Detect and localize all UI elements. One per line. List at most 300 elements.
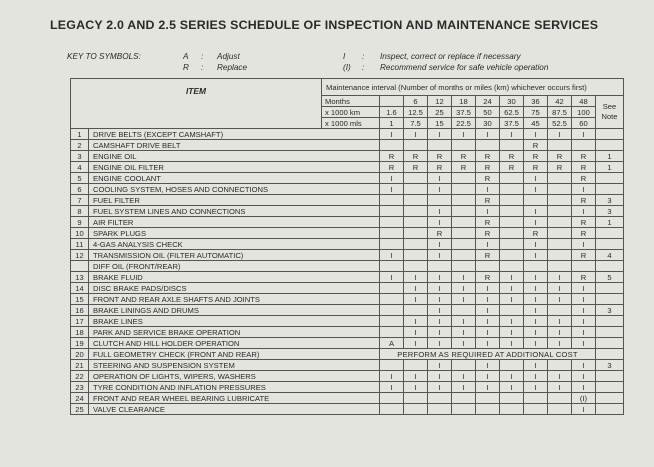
table-row bbox=[71, 184, 624, 195]
service-cell: I bbox=[452, 382, 476, 393]
service-cell: I bbox=[572, 129, 596, 140]
interval-month: 18 bbox=[452, 96, 476, 107]
table-row bbox=[71, 162, 624, 173]
item-name: DIFF OIL (FRONT/REAR) bbox=[89, 261, 380, 272]
service-cell: R bbox=[428, 228, 452, 239]
service-cell: I bbox=[476, 316, 500, 327]
table-row bbox=[71, 382, 624, 393]
service-cell: I bbox=[524, 206, 548, 217]
item-number: 8 bbox=[71, 206, 89, 217]
note-ref bbox=[596, 393, 624, 404]
service-cell: R bbox=[572, 250, 596, 261]
service-cell bbox=[548, 206, 572, 217]
service-cell: I bbox=[524, 184, 548, 195]
service-cell bbox=[572, 140, 596, 151]
service-cell bbox=[572, 261, 596, 272]
service-cell bbox=[404, 173, 428, 184]
service-cell: R bbox=[476, 228, 500, 239]
table-row bbox=[71, 360, 624, 371]
key-meaning-replace: Replace bbox=[217, 63, 248, 72]
service-cell: I bbox=[476, 129, 500, 140]
service-cell: R bbox=[572, 272, 596, 283]
service-cell bbox=[380, 393, 404, 404]
table-row bbox=[71, 228, 624, 239]
service-cell: I bbox=[500, 294, 524, 305]
item-name: FULL GEOMETRY CHECK (FRONT AND REAR) bbox=[89, 349, 380, 360]
service-cell: I bbox=[404, 129, 428, 140]
service-cell: I bbox=[548, 272, 572, 283]
service-cell: I bbox=[476, 371, 500, 382]
service-cell: I bbox=[380, 382, 404, 393]
key-symbols-left bbox=[183, 51, 189, 73]
interval-month: 42 bbox=[548, 96, 572, 107]
service-cell: R bbox=[524, 151, 548, 162]
item-name: STEERING AND SUSPENSION SYSTEM bbox=[89, 360, 380, 371]
note-ref: 3 bbox=[596, 305, 624, 316]
service-cell: I bbox=[404, 272, 428, 283]
service-cell: R bbox=[572, 217, 596, 228]
service-cell: R bbox=[524, 162, 548, 173]
service-cell: I bbox=[548, 382, 572, 393]
item-number: 23 bbox=[71, 382, 89, 393]
note-ref bbox=[596, 283, 624, 294]
service-cell bbox=[404, 195, 428, 206]
service-cell bbox=[452, 250, 476, 261]
service-cell bbox=[452, 173, 476, 184]
service-cell bbox=[404, 206, 428, 217]
key-colon: : bbox=[362, 52, 365, 61]
service-cell: I bbox=[572, 360, 596, 371]
service-cell bbox=[404, 360, 428, 371]
interval-km: 50 bbox=[476, 107, 500, 118]
service-cell bbox=[548, 140, 572, 151]
service-cell bbox=[500, 239, 524, 250]
service-cell: R bbox=[404, 151, 428, 162]
service-cell bbox=[500, 195, 524, 206]
interval-mls: 22.5 bbox=[452, 118, 476, 129]
service-cell: R bbox=[476, 173, 500, 184]
note-ref: 3 bbox=[596, 360, 624, 371]
service-cell: I bbox=[524, 239, 548, 250]
service-cell: I bbox=[572, 404, 596, 415]
service-cell: I bbox=[524, 272, 548, 283]
interval-mls: 15 bbox=[428, 118, 452, 129]
service-cell bbox=[428, 261, 452, 272]
item-name: DISC BRAKE PADS/DISCS bbox=[89, 283, 380, 294]
service-cell bbox=[452, 305, 476, 316]
service-cell: I bbox=[452, 272, 476, 283]
service-cell bbox=[380, 261, 404, 272]
interval-km: 1.6 bbox=[380, 107, 404, 118]
service-cell bbox=[452, 404, 476, 415]
service-cell bbox=[404, 140, 428, 151]
service-cell bbox=[452, 140, 476, 151]
service-cell: I bbox=[428, 382, 452, 393]
service-cell bbox=[548, 305, 572, 316]
service-cell: R bbox=[572, 173, 596, 184]
item-number: 15 bbox=[71, 294, 89, 305]
service-cell bbox=[404, 217, 428, 228]
item-number: 22 bbox=[71, 371, 89, 382]
mls-label: x 1000 mls bbox=[322, 118, 380, 129]
service-cell: I bbox=[428, 305, 452, 316]
item-name: CLUTCH AND HILL HOLDER OPERATION bbox=[89, 338, 380, 349]
service-cell bbox=[548, 195, 572, 206]
item-number: 13 bbox=[71, 272, 89, 283]
item-name: ENGINE COOLANT bbox=[89, 173, 380, 184]
service-cell: R bbox=[572, 162, 596, 173]
service-cell: I bbox=[500, 338, 524, 349]
service-cell bbox=[380, 305, 404, 316]
key-symbol-a: A bbox=[183, 52, 189, 61]
see-note-line: Note bbox=[601, 112, 618, 121]
note-ref bbox=[596, 349, 624, 360]
item-name: AIR FILTER bbox=[89, 217, 380, 228]
service-cell: I bbox=[404, 327, 428, 338]
key-meanings-right bbox=[380, 51, 548, 73]
service-cell: I bbox=[476, 239, 500, 250]
item-number: 16 bbox=[71, 305, 89, 316]
interval-month: 30 bbox=[500, 96, 524, 107]
service-cell: I bbox=[500, 283, 524, 294]
service-cell: I bbox=[548, 294, 572, 305]
item-number: 2 bbox=[71, 140, 89, 151]
interval-km: 25 bbox=[428, 107, 452, 118]
service-cell: R bbox=[380, 162, 404, 173]
table-row bbox=[71, 393, 624, 404]
key-colons-left bbox=[201, 51, 203, 73]
key-colon: : bbox=[201, 63, 204, 72]
service-cell: I bbox=[476, 338, 500, 349]
service-cell bbox=[548, 228, 572, 239]
note-ref bbox=[596, 327, 624, 338]
service-cell: A bbox=[380, 338, 404, 349]
service-cell: I bbox=[548, 316, 572, 327]
note-ref bbox=[596, 239, 624, 250]
item-name: FRONT AND REAR WHEEL BEARING LUBRICATE bbox=[89, 393, 380, 404]
service-cell: I bbox=[452, 338, 476, 349]
service-cell bbox=[380, 239, 404, 250]
service-cell bbox=[500, 206, 524, 217]
service-cell: I bbox=[476, 327, 500, 338]
months-label: Months bbox=[322, 96, 380, 107]
service-cell: I bbox=[428, 184, 452, 195]
service-cell: R bbox=[428, 151, 452, 162]
service-cell bbox=[548, 173, 572, 184]
key-symbol-i: I bbox=[343, 52, 346, 61]
service-cell: I bbox=[572, 382, 596, 393]
key-colon: : bbox=[201, 52, 204, 61]
item-number: 5 bbox=[71, 173, 89, 184]
service-cell: I bbox=[572, 239, 596, 250]
service-cell bbox=[380, 360, 404, 371]
service-cell: I bbox=[476, 360, 500, 371]
table-row bbox=[71, 294, 624, 305]
service-cell: I bbox=[452, 327, 476, 338]
see-note-header bbox=[596, 96, 624, 129]
service-cell: I bbox=[500, 316, 524, 327]
service-cell: I bbox=[500, 129, 524, 140]
item-number: 11 bbox=[71, 239, 89, 250]
service-cell bbox=[380, 327, 404, 338]
service-cell: I bbox=[452, 371, 476, 382]
item-name: TRANSMISSION OIL (FILTER AUTOMATIC) bbox=[89, 250, 380, 261]
service-cell bbox=[524, 404, 548, 415]
service-cell: I bbox=[524, 338, 548, 349]
service-cell bbox=[476, 140, 500, 151]
service-cell bbox=[452, 217, 476, 228]
service-cell: R bbox=[548, 151, 572, 162]
service-cell: I bbox=[428, 316, 452, 327]
note-ref: 4 bbox=[596, 250, 624, 261]
item-number: 6 bbox=[71, 184, 89, 195]
key-meaning-recommend: Recommend service for safe vehicle operation bbox=[380, 63, 549, 72]
service-cell bbox=[548, 404, 572, 415]
service-cell: I bbox=[548, 327, 572, 338]
service-cell: R bbox=[572, 228, 596, 239]
service-cell: I bbox=[548, 129, 572, 140]
service-cell: R bbox=[380, 151, 404, 162]
service-cell: R bbox=[500, 162, 524, 173]
service-cell: R bbox=[476, 195, 500, 206]
service-cell bbox=[524, 261, 548, 272]
service-cell: I bbox=[572, 338, 596, 349]
service-cell: I bbox=[572, 206, 596, 217]
service-cell bbox=[404, 228, 428, 239]
item-number: 20 bbox=[71, 349, 89, 360]
service-cell: I bbox=[428, 338, 452, 349]
key-meanings-left bbox=[217, 51, 247, 73]
service-cell: I bbox=[404, 316, 428, 327]
key-meaning-adjust: Adjust bbox=[217, 52, 240, 61]
interval-mls: 30 bbox=[476, 118, 500, 129]
service-cell: I bbox=[500, 327, 524, 338]
key-symbol-recommend: (I) bbox=[343, 63, 351, 72]
service-cell bbox=[500, 305, 524, 316]
note-ref: 3 bbox=[596, 195, 624, 206]
service-cell bbox=[548, 250, 572, 261]
service-cell bbox=[524, 195, 548, 206]
service-cell bbox=[452, 261, 476, 272]
note-ref bbox=[596, 338, 624, 349]
service-cell bbox=[500, 228, 524, 239]
service-cell bbox=[380, 404, 404, 415]
key-heading: KEY TO SYMBOLS: bbox=[67, 52, 141, 61]
service-cell: I bbox=[524, 250, 548, 261]
service-cell: I bbox=[500, 371, 524, 382]
service-cell bbox=[500, 250, 524, 261]
service-cell bbox=[548, 393, 572, 404]
item-number: 24 bbox=[71, 393, 89, 404]
item-number: 19 bbox=[71, 338, 89, 349]
service-cell: I bbox=[404, 371, 428, 382]
interval-km: 37.5 bbox=[452, 107, 476, 118]
service-cell: I bbox=[524, 327, 548, 338]
service-cell: I bbox=[548, 338, 572, 349]
interval-header: Maintenance interval (Number of months or miles (km) whichever occurs first) bbox=[322, 79, 624, 96]
table-row bbox=[71, 151, 624, 162]
service-cell: R bbox=[452, 151, 476, 162]
service-cell bbox=[500, 217, 524, 228]
service-cell: I bbox=[380, 250, 404, 261]
note-ref: 1 bbox=[596, 217, 624, 228]
key-meaning-inspect: Inspect, correct or replace if necessary bbox=[380, 52, 521, 61]
service-cell: I bbox=[428, 173, 452, 184]
table-row bbox=[71, 140, 624, 151]
service-cell: I bbox=[548, 283, 572, 294]
service-cell: I bbox=[500, 382, 524, 393]
note-ref bbox=[596, 261, 624, 272]
service-cell bbox=[500, 393, 524, 404]
note-ref bbox=[596, 184, 624, 195]
table-row bbox=[71, 371, 624, 382]
item-name: BRAKE LINES bbox=[89, 316, 380, 327]
service-cell bbox=[452, 393, 476, 404]
service-cell bbox=[476, 404, 500, 415]
service-cell bbox=[476, 261, 500, 272]
service-cell bbox=[380, 283, 404, 294]
item-number: 14 bbox=[71, 283, 89, 294]
service-cell: I bbox=[524, 173, 548, 184]
service-cell: R bbox=[452, 162, 476, 173]
item-number: 3 bbox=[71, 151, 89, 162]
service-cell bbox=[404, 250, 428, 261]
service-cell: R bbox=[476, 272, 500, 283]
service-cell bbox=[500, 140, 524, 151]
service-cell: I bbox=[428, 327, 452, 338]
service-cell bbox=[452, 184, 476, 195]
service-cell bbox=[404, 239, 428, 250]
item-name: BRAKE FLUID bbox=[89, 272, 380, 283]
note-ref bbox=[596, 371, 624, 382]
service-cell: R bbox=[476, 217, 500, 228]
service-cell: I bbox=[524, 371, 548, 382]
service-cell: I bbox=[500, 272, 524, 283]
service-cell bbox=[548, 184, 572, 195]
service-cell bbox=[548, 360, 572, 371]
table-row bbox=[71, 305, 624, 316]
item-name: BRAKE LININGS AND DRUMS bbox=[89, 305, 380, 316]
item-name: FUEL SYSTEM LINES AND CONNECTIONS bbox=[89, 206, 380, 217]
service-cell: R bbox=[476, 151, 500, 162]
service-cell: I bbox=[524, 217, 548, 228]
table-row bbox=[71, 338, 624, 349]
item-name: ENGINE OIL bbox=[89, 151, 380, 162]
service-cell: R bbox=[404, 162, 428, 173]
service-cell: R bbox=[548, 162, 572, 173]
interval-mls: 7.5 bbox=[404, 118, 428, 129]
key-colon: : bbox=[362, 63, 365, 72]
table-row bbox=[71, 272, 624, 283]
service-cell: I bbox=[380, 173, 404, 184]
interval-km: 12.5 bbox=[404, 107, 428, 118]
item-number: 18 bbox=[71, 327, 89, 338]
service-cell: I bbox=[428, 283, 452, 294]
table-row bbox=[71, 349, 624, 360]
service-cell: I bbox=[428, 217, 452, 228]
service-cell bbox=[500, 184, 524, 195]
table-row bbox=[71, 404, 624, 415]
service-cell: R bbox=[500, 151, 524, 162]
item-name: OPERATION OF LIGHTS, WIPERS, WASHERS bbox=[89, 371, 380, 382]
item-name: COOLING SYSTEM, HOSES AND CONNECTIONS bbox=[89, 184, 380, 195]
service-cell bbox=[428, 140, 452, 151]
service-cell: I bbox=[404, 382, 428, 393]
service-cell: I bbox=[404, 338, 428, 349]
service-cell bbox=[428, 404, 452, 415]
km-label: x 1000 km bbox=[322, 107, 380, 118]
interval-mls: 52.5 bbox=[548, 118, 572, 129]
interval-mls: 37.5 bbox=[500, 118, 524, 129]
service-cell: I bbox=[548, 371, 572, 382]
service-cell: I bbox=[572, 371, 596, 382]
service-cell: I bbox=[380, 371, 404, 382]
service-cell bbox=[452, 206, 476, 217]
service-cell bbox=[380, 316, 404, 327]
service-cell: I bbox=[476, 184, 500, 195]
service-cell bbox=[380, 206, 404, 217]
service-cell bbox=[380, 195, 404, 206]
table-row bbox=[71, 261, 624, 272]
item-number: 25 bbox=[71, 404, 89, 415]
service-cell: I bbox=[524, 283, 548, 294]
service-cell: I bbox=[476, 283, 500, 294]
item-number: 1 bbox=[71, 129, 89, 140]
service-cell: I bbox=[452, 283, 476, 294]
note-ref bbox=[596, 173, 624, 184]
item-name: TYRE CONDITION AND INFLATION PRESSURES bbox=[89, 382, 380, 393]
interval-km: 62.5 bbox=[500, 107, 524, 118]
table-row bbox=[71, 283, 624, 294]
service-cell bbox=[404, 393, 428, 404]
table-row bbox=[71, 195, 624, 206]
note-ref bbox=[596, 140, 624, 151]
note-ref: 1 bbox=[596, 151, 624, 162]
item-name: CAMSHAFT DRIVE BELT bbox=[89, 140, 380, 151]
service-cell bbox=[404, 305, 428, 316]
service-cell bbox=[500, 173, 524, 184]
key-symbols-right bbox=[343, 51, 351, 73]
service-cell: I bbox=[452, 129, 476, 140]
service-cell bbox=[476, 393, 500, 404]
service-cell: I bbox=[476, 305, 500, 316]
note-ref bbox=[596, 316, 624, 327]
service-cell: I bbox=[404, 294, 428, 305]
item-number: 17 bbox=[71, 316, 89, 327]
service-cell: I bbox=[524, 129, 548, 140]
service-cell bbox=[500, 261, 524, 272]
service-cell: I bbox=[380, 184, 404, 195]
item-name: FRONT AND REAR AXLE SHAFTS AND JOINTS bbox=[89, 294, 380, 305]
item-name: FUEL FILTER bbox=[89, 195, 380, 206]
item-name: VALVE CLEARANCE bbox=[89, 404, 380, 415]
interval-mls: 45 bbox=[524, 118, 548, 129]
interval-km: 100 bbox=[572, 107, 596, 118]
service-cell: I bbox=[572, 327, 596, 338]
service-cell bbox=[380, 228, 404, 239]
item-column-header: ITEM bbox=[71, 79, 322, 129]
service-cell bbox=[500, 404, 524, 415]
see-note-line: See bbox=[602, 102, 617, 111]
note-ref bbox=[596, 129, 624, 140]
interval-month: 36 bbox=[524, 96, 548, 107]
interval-month: 6 bbox=[404, 96, 428, 107]
item-name: PARK AND SERVICE BRAKE OPERATION bbox=[89, 327, 380, 338]
service-cell: I bbox=[476, 294, 500, 305]
service-cell bbox=[452, 239, 476, 250]
service-cell: I bbox=[524, 305, 548, 316]
item-name: SPARK PLUGS bbox=[89, 228, 380, 239]
